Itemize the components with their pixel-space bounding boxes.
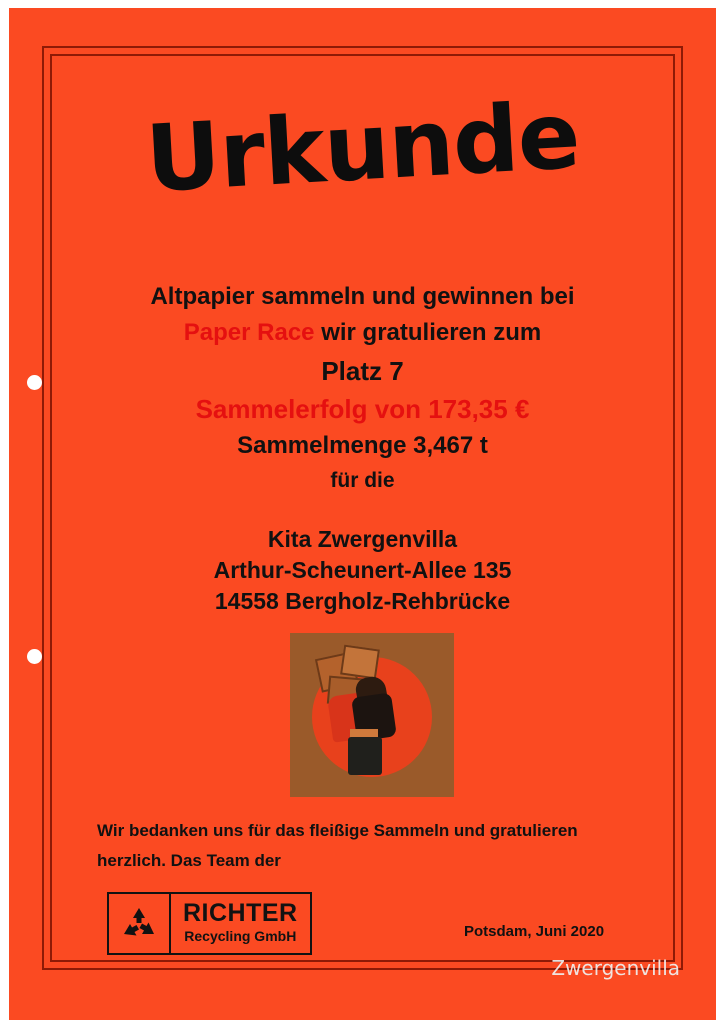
thanks-line-2: herzlich. Das Team der bbox=[97, 851, 281, 870]
company-name: RICHTER bbox=[183, 899, 298, 927]
brand-paper-race: Paper Race bbox=[183, 319, 315, 346]
body-line-for: für die bbox=[330, 469, 395, 492]
punch-hole-bottom bbox=[27, 649, 42, 664]
certificate-title: Urkunde bbox=[143, 81, 582, 214]
punch-hole-top bbox=[27, 375, 42, 390]
recipient-name: Kita Zwergenvilla bbox=[267, 526, 458, 552]
recipient-city: 14558 Bergholz-Rehbrücke bbox=[214, 588, 511, 614]
body-line-brand bbox=[69, 316, 656, 350]
illustration-cart bbox=[348, 737, 382, 775]
watermark-label: Zwergenvilla bbox=[551, 956, 680, 980]
body-line-intro: Altpapier sammeln und gewinnen bei bbox=[150, 283, 575, 310]
body-line-quantity: Sammelmenge 3,467 t bbox=[237, 432, 488, 459]
illustration-image bbox=[290, 633, 454, 797]
company-logo-text bbox=[171, 894, 310, 953]
illustration-box-b bbox=[340, 645, 380, 680]
certificate-sheet bbox=[9, 8, 716, 1020]
thanks-paragraph bbox=[97, 816, 628, 876]
body-line-amount: Sammelerfolg von 173,35 € bbox=[195, 394, 530, 424]
certificate-body bbox=[69, 280, 656, 498]
body-line-brand-rest: wir gratulieren zum bbox=[321, 319, 542, 346]
place-and-date: Potsdam, Juni 2020 bbox=[464, 923, 605, 940]
body-line-place: Platz 7 bbox=[321, 356, 404, 386]
thanks-line-1: Wir bedanken uns für das fleißige Sammeln und gratulieren bbox=[97, 821, 578, 840]
company-logo bbox=[107, 892, 312, 955]
recycling-icon bbox=[109, 894, 171, 953]
recipient-street: Arthur-Scheunert-Allee 135 bbox=[213, 557, 512, 583]
recipient-block bbox=[69, 524, 656, 617]
company-subtitle: Recycling GmbH bbox=[184, 928, 297, 944]
